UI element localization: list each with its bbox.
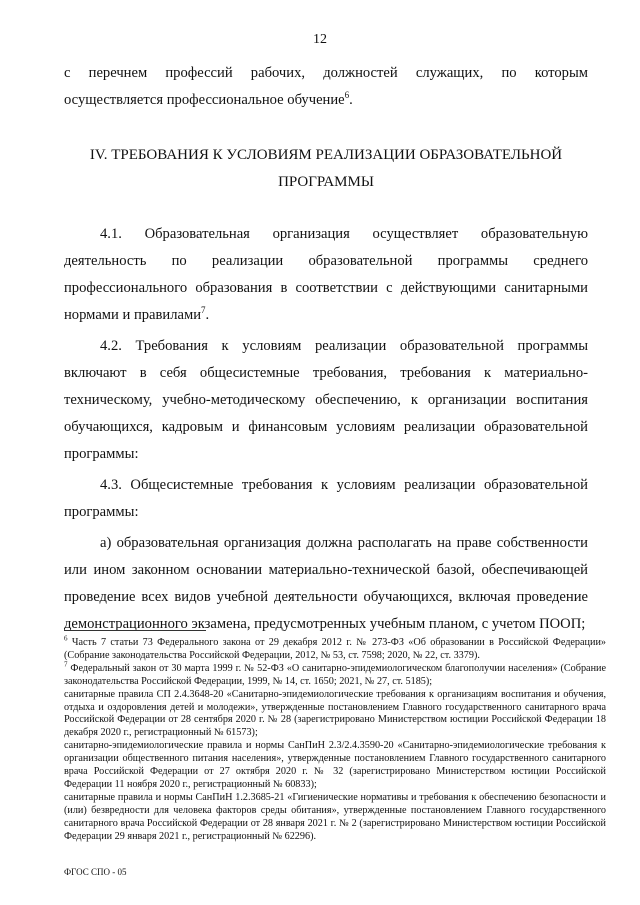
paragraph-4-1: 4.1. Образовательная организация осуществляет образовательную деятельность по реализации образовательной программы среднего профессионального образования в соответствии с действующими санитарными нормами и правилами$^7$. <box>64 226 588 323</box>
main-text <box>64 60 588 638</box>
footnote-ref-7: 7 <box>201 305 206 316</box>
footnote-7-part-3: санитарно-эпидемиологические правила и нормы СанПиН 2.3/2.4.3590-20 «Санитарно-эпидемиологические требования к организации общественного питания населения», утвержденные постановлением Главного государственного санитарного врача Российской Федерации от 27 октября 2020 г. № 32 (зарегистрировано Министерством юстиции Российской Федерации 11 ноября 2020 г., регистрационный № 60833); <box>64 740 606 790</box>
footnote-7 <box>64 660 606 689</box>
section-heading-line-2: ПРОГРАММЫ <box>278 174 374 190</box>
footnote-7-mark: 7 <box>64 660 68 669</box>
continued-paragraph: с перечнем профессий рабочих, должностей служащих, по которым осуществляется профессиональное обучение$^6$. <box>64 65 588 108</box>
footnote-ref-6: 6 <box>344 90 350 101</box>
paragraph-a: а) образовательная организация должна располагать на праве собственности или ином законном основании материально-технической базой, обеспечивающей проведение всех видов учебной деятельности обучающихся, включая проведение демонстрационного экзамена, предусмотренных учебным планом, с учетом ПООП; <box>64 535 588 632</box>
continued-paragraph-text: с перечнем профессий рабочих, должностей служащих, по которым осуществляется профессиональное обучение <box>64 65 588 108</box>
footnote-7-part-2: санитарные правила СП 2.4.3648-20 «Санитарно-эпидемиологические требования к организациям воспитания и обучения, отдыха и оздоровления детей и молодежи», утвержденные постановлением Главного государственного санитарного врача Российской Федерации от 28 сентября 2020 г. № 28 (зарегистрировано Министерством юстиции Российской Федерации 18 декабря 2020 г., регистрационный № 61573); <box>64 688 606 739</box>
section-heading-line-1: IV. ТРЕБОВАНИЯ К УСЛОВИЯМ РЕАЛИЗАЦИИ ОБРАЗОВАТЕЛЬНОЙ <box>89 147 563 163</box>
paragraph-4-2: 4.2. Требования к условиям реализации образовательной программы включают в себя общесистемные требования, требования к материально-техническому, учебно-методическому обеспечению, к организации воспитания обучающихся, кадровым и финансовым условиям реализации образовательной программы: <box>64 338 588 462</box>
page-number: 12 <box>313 32 327 47</box>
document-footer: ФГОС СПО - 05 <box>64 867 127 877</box>
footnote-6-text: Часть 7 статьи 73 Федерального закона от 29 декабря 2012 г. № 273-ФЗ «Об образовании в Российской Федерации» (Собрание законодательства Российской Федерации, 2012, № 53, ст. 7598; 2020, № 22, ст. 3379). <box>64 637 606 661</box>
paragraph-4-1-text: 4.1. Образовательная организация осуществляет образовательную деятельность по реализации образовательной программы среднего профессионального образования в соответствии с действующими санитарными нормами и правилами <box>64 226 588 323</box>
footnote-7-text-1: Федеральный закон от 30 марта 1999 г. № 52-ФЗ «О санитарно-эпидемиологическом благополучии населения» (Собрание законодательства Российской Федерации, 1999, № 14, ст. 1650; 2021, № 27, ст. 5185); <box>64 662 606 687</box>
footnote-6-mark: 6 <box>64 634 68 643</box>
paragraph-4-3: 4.3. Общесистемные требования к условиям реализации образовательной программы: <box>64 477 588 520</box>
footnote-7-part-4: санитарные правила и нормы СанПиН 1.2.3685-21 «Гигиенические нормативы и требования к обеспечению безопасности и (или) безвредности для человека факторов среды обитания», утвержденные постановлением Главного государственного санитарного врача Российской Федерации от 28 января 2021 г. № 2 (зарегистрировано Министерством юстиции Российской Федерации 29 января 2021 г., регистрационный № 62296). <box>64 791 606 842</box>
footnotes <box>64 634 606 844</box>
footnote-6 <box>64 634 606 663</box>
footnote-separator <box>64 630 206 631</box>
